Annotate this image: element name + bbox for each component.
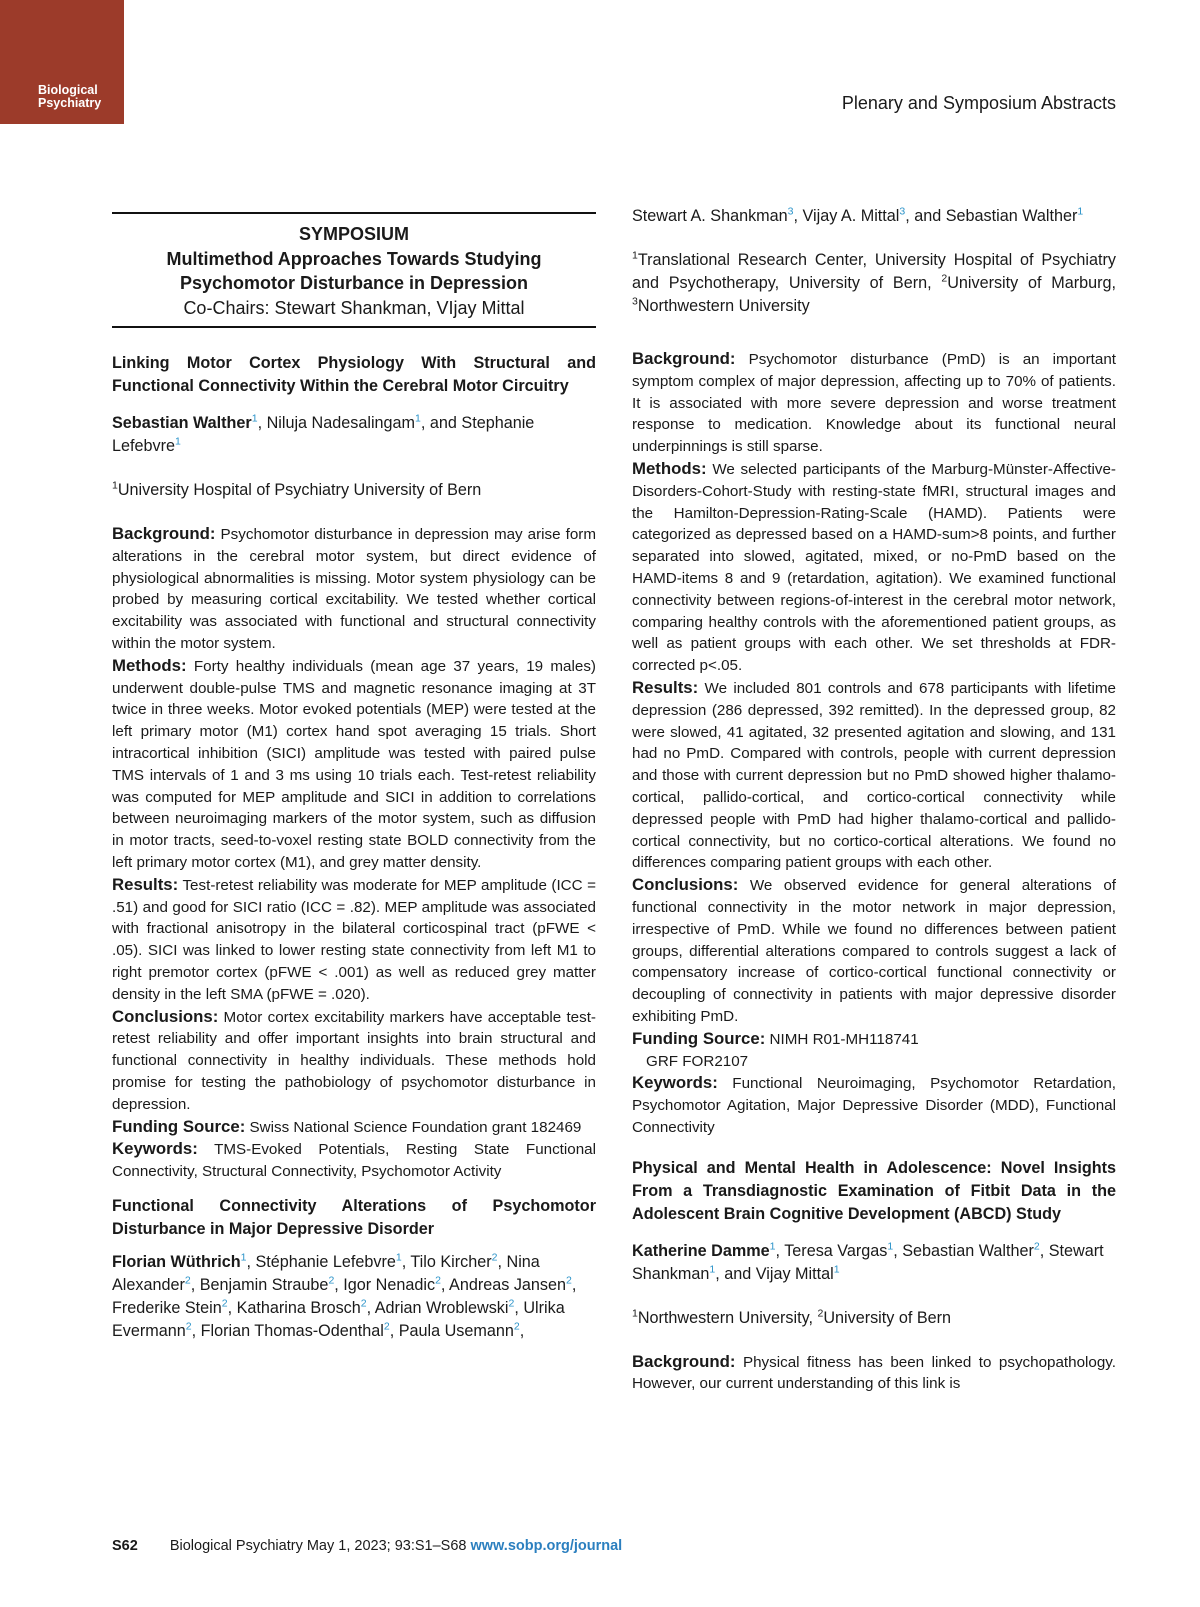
methods-label: Methods:: [112, 655, 187, 675]
author-separator: ,: [191, 1321, 201, 1340]
right-column: [632, 205, 1116, 1395]
author-separator: ,: [227, 1298, 237, 1317]
logo-line-2: Psychiatry: [38, 96, 102, 110]
background-label: Background:: [632, 349, 736, 368]
abstract2-title: Functional Connectivity Alterations of Psychomotor Disturbance in Major Depressive Disorder: [112, 1196, 596, 1238]
author-separator: ,: [366, 1298, 375, 1317]
symposium-header: [112, 212, 596, 328]
author-separator: ,: [246, 1252, 256, 1271]
author-separator: ,: [497, 1252, 507, 1271]
author-name: Vijay A. Mittal: [802, 207, 900, 225]
abstract2-funding-2: GRF FOR2107: [646, 1052, 749, 1070]
author-affiliation-marker: 2: [435, 1274, 441, 1287]
keywords-label: Keywords:: [632, 1073, 718, 1093]
abstract2-methods: [632, 458, 1116, 677]
abstract1-results: [112, 874, 596, 1006]
author-name: Florian Thomas-Odenthal: [200, 1321, 384, 1340]
author-affiliation-marker: 1: [415, 412, 421, 425]
funding-label: Funding Source:: [632, 1028, 766, 1048]
abstract1-affiliation: [112, 479, 596, 502]
methods-text: Forty healthy individuals (mean age 37 years, 19 males) underwent double-pulse TMS and magnetic resonance imaging at 3T twice in three weeks. Motor evoked potentials (MEP) were tested at the left primary motor (M1) cortex hand spot averaging 15 trials. Short intracortical inhibition (SICI) amplitude was tested with paired pulse TMS intervals of 1 and 3 ms using 10 trials each. Test-retest reliability was computed for MEP amplitude and SICI in addition to correlations between neuroimaging markers of the motor system, such as diffusion in motor tracts, seed-to-voxel resting state BOLD connectivity from the left primary motor cortex (M1), and grey matter density.: [112, 657, 596, 871]
abstract1-methods: [112, 655, 596, 874]
symposium-label: SYMPOSIUM: [298, 224, 409, 244]
author-name: Stéphanie Lefebvre: [255, 1252, 396, 1271]
author-name: Andreas Jansen: [449, 1275, 567, 1294]
journal-logo: [0, 0, 124, 124]
background-label: Background:: [112, 524, 216, 543]
author-separator: ,: [440, 1275, 450, 1294]
results-text: Test-retest reliability was moderate for MEP amplitude (ICC = .51) and good for SICI ratio (ICC = .82). MEP amplitude was associated with fractional anisotropy in the bilateral corticospinal tract (pFWE < .05). SICI was linked to lower resting state connectivity from left M1 to right premotor cortex (pFWE < .001) as well as reduced grey matter density in the left SMA (pFWE = .020).: [112, 876, 596, 1003]
author-affiliation-marker: 2: [508, 1297, 515, 1310]
author-name: Sebastian Walther: [902, 1241, 1034, 1260]
journal-logo-text: [38, 84, 101, 110]
author-separator: ,: [1039, 1241, 1049, 1260]
background-text: Psychomotor disturbance in depression may arise form alterations in the cerebral motor system, but direct evidence of physiological abnormalities is missing. Motor system physiology can be probed by measuring cortical excitability. We tested whether cortical excitability was associated with functional and structural connectivity within the motor system.: [112, 526, 596, 652]
author-name: Katherine Damme: [632, 1241, 770, 1260]
author-name: Sebastian Walther: [945, 207, 1078, 225]
left-column: [112, 205, 596, 1343]
author-affiliation-marker: 1: [709, 1263, 716, 1276]
background-text: Psychomotor disturbance (PmD) is an important symptom complex of major depression, affecting up to 70% of patients. It is associated with more severe depression and worse treatment response to medication. Knowledge about its functional neural underpinnings is still sparse.: [632, 351, 1116, 456]
author-affiliation-marker: 1: [240, 1251, 247, 1264]
abstract2-results: [632, 677, 1116, 874]
author-separator: ,: [571, 1275, 577, 1294]
author-affiliation-marker: 2: [328, 1274, 335, 1287]
author-affiliation-marker: 2: [360, 1297, 367, 1310]
abstract3-authors: [632, 1240, 1116, 1286]
author-separator: ,: [257, 414, 267, 432]
background-label: Background:: [632, 1351, 736, 1371]
abstract2-affiliations: [632, 249, 1116, 318]
funding-text: NIMH R01-MH118741: [769, 1030, 919, 1048]
running-head: Plenary and Symposium Abstracts: [841, 93, 1116, 113]
symposium-cochairs: Co-Chairs: Stewart Shankman, VIjay Mittal: [183, 297, 525, 318]
abstract3-title: Physical and Mental Health in Adolescence: Novel Insights From a Transdiagnostic Examination of Fitbit Data in the Adolescent Brain Cognitive Development (ABCD) Study: [632, 1158, 1116, 1223]
author-name: Niluja Nadesalingam: [266, 414, 416, 432]
author-affiliation-marker: 2: [184, 1274, 191, 1287]
author-affiliation-marker: 2: [1033, 1240, 1040, 1253]
background-text: Physical fitness has been linked to psychopathology. However, our current understanding of this link is: [632, 1353, 1116, 1393]
methods-label: Methods:: [632, 458, 707, 478]
author-separator: ,: [334, 1275, 344, 1294]
author-separator: ,: [519, 1321, 525, 1340]
keywords-text: TMS-Evoked Potentials, Resting State Functional Connectivity, Structural Connectivity, Psychomotor Activity: [112, 1141, 596, 1181]
symposium-title-line-1: Multimethod Approaches Towards Studying: [166, 248, 542, 269]
abstract2-authors-part1: [112, 1251, 596, 1343]
conclusions-label: Conclusions:: [112, 1006, 219, 1026]
author-separator: ,: [775, 1241, 785, 1260]
author-name: Teresa Vargas: [784, 1241, 888, 1260]
affiliation-marker-1: 1: [632, 249, 638, 262]
author-name: Stewart A. Shankman: [632, 207, 788, 225]
author-name: Tilo Kircher: [410, 1252, 492, 1271]
affiliation-text-1: Translational Research Center, University Hospital of Psychiatry and Psychotherapy, University of Bern,: [632, 251, 1116, 292]
abstract2-keywords: [632, 1072, 1116, 1138]
funding-text: Swiss National Science Foundation grant 182469: [249, 1118, 582, 1136]
author-affiliation-marker: 1: [395, 1251, 402, 1264]
affiliation-text-2: University of Marburg,: [947, 274, 1117, 292]
author-name: Sebastian Walther: [112, 414, 252, 432]
author-affiliation-marker: 2: [566, 1274, 572, 1287]
author-name: Ulrika Evermann: [112, 1298, 565, 1340]
footer-citation: Biological Psychiatry May 1, 2023; 93:S1–S68: [169, 1538, 467, 1554]
author-affiliation-marker: 1: [769, 1240, 776, 1253]
conclusions-label: Conclusions:: [632, 875, 739, 895]
results-label: Results:: [632, 677, 699, 697]
results-label: Results:: [112, 874, 179, 894]
funding-label: Funding Source:: [112, 1116, 246, 1136]
abstract2-background: [632, 348, 1116, 458]
author-name: Stephanie Lefebvre: [112, 414, 535, 455]
journal-link[interactable]: www.sobp.org/journal: [470, 1538, 623, 1554]
page-footer: [112, 1538, 622, 1554]
author-name: Adrian Wroblewski: [374, 1298, 509, 1317]
affiliation-marker-3: 3: [632, 295, 638, 308]
author-separator: ,: [514, 1298, 524, 1317]
author-separator: , and: [715, 1264, 756, 1283]
affiliation-text: University Hospital of Psychiatry University of Bern: [117, 481, 482, 499]
affiliation-marker-1: 1: [632, 1307, 638, 1320]
author-name: Florian Wüthrich: [112, 1252, 241, 1271]
symposium-title-line-2: Psychomotor Disturbance in Depression: [179, 273, 529, 293]
author-name: Katharina Brosch: [236, 1298, 361, 1317]
abstract1-conclusions: [112, 1006, 596, 1116]
abstract3-background: [632, 1351, 1116, 1396]
affiliation-marker: 1: [112, 479, 118, 492]
logo-line-1: Biological: [38, 83, 98, 97]
author-affiliation-marker: 3: [899, 205, 906, 218]
author-name: Paula Usemann: [398, 1321, 514, 1340]
author-affiliation-marker: 1: [1077, 205, 1084, 218]
keywords-text: Functional Neuroimaging, Psychomotor Retardation, Psychomotor Agitation, Major Depressive Disorder (MDD), Functional Connectivity: [632, 1075, 1116, 1136]
author-name: Stewart Shankman: [632, 1241, 1104, 1283]
abstract1-title: Linking Motor Cortex Physiology With Structural and Functional Connectivity Within the Cerebral Motor Circuitry: [112, 354, 596, 395]
author-separator: , and: [420, 414, 462, 432]
conclusions-text: Motor cortex excitability markers have acceptable test-retest reliability and offer important insights into brain structural and functional connectivity in healthy individuals. These methods hold promise for testing the pathobiology of psychomotor disturbance in depression.: [112, 1008, 596, 1113]
author-separator: ,: [389, 1321, 399, 1340]
affiliation-marker-2: 2: [817, 1307, 824, 1320]
author-name: Nina Alexander: [112, 1252, 540, 1294]
author-affiliation-marker: 1: [833, 1263, 840, 1276]
abstract1-funding: [112, 1116, 596, 1139]
results-text: We included 801 controls and 678 participants with lifetime depression (286 depressed, 392 remitted). In the depressed group, 82 were slowed, 41 agitated, 32 presented agitation and slowing, and 131 had no PmD. Compared with controls, people with current depression and those with current depression but no PmD showed higher thalamo-cortical, pallido-cortical, and cortico-cortical connectivity while depressed people with PmD had higher thalamo-cortical and pallido-cortical connectivity, but no cortico-cortical alterations. We found no differences comparing patient groups with each other.: [632, 679, 1116, 872]
affiliation-text-1: Northwestern University,: [637, 1308, 818, 1327]
author-separator: ,: [893, 1241, 903, 1260]
author-affiliation-marker: 1: [251, 412, 258, 425]
author-affiliation-marker: 1: [175, 435, 181, 448]
author-affiliation-marker: 2: [491, 1251, 498, 1264]
author-affiliation-marker: 2: [513, 1320, 520, 1333]
author-separator: , and: [905, 207, 946, 225]
abstract2-conclusions: [632, 874, 1116, 1028]
author-affiliation-marker: 1: [887, 1240, 894, 1253]
author-affiliation-marker: 2: [383, 1320, 390, 1333]
methods-text: We selected participants of the Marburg-Münster-Affective-Disorders-Cohort-Study with resting-state fMRI, structural images and the Hamilton-Depression-Rating-Scale (HAMD). Patients were categorized as depressed based on a HAMD-sum>8 points, and further separated into slowed, agitated, mixed, or no-PmD based on the HAMD-items 8 and 9 (retardation, agitation). We examined functional connectivity between regions-of-interest in the cerebral motor network, comparing healthy controls with the aforementioned patient groups, as well as patient groups with each other. We set thresholds at FDR-corrected p<.05.: [632, 460, 1116, 675]
abstract1-authors: [112, 412, 596, 458]
keywords-label: Keywords:: [112, 1139, 198, 1159]
author-affiliation-marker: 3: [787, 205, 794, 218]
author-name: Frederike Stein: [112, 1298, 222, 1317]
affiliation-marker-2: 2: [941, 272, 948, 285]
abstract1-background: [112, 523, 596, 655]
author-separator: ,: [793, 207, 803, 225]
author-separator: ,: [401, 1252, 411, 1271]
author-affiliation-marker: 2: [185, 1320, 192, 1333]
author-separator: ,: [190, 1275, 200, 1294]
page-number: S62: [112, 1538, 138, 1554]
author-name: Benjamin Straube: [199, 1275, 329, 1294]
abstract1-keywords: [112, 1138, 596, 1183]
affiliation-text-3: Northwestern University: [637, 297, 810, 315]
conclusions-text: We observed evidence for general alterations of functional connectivity in the motor network in major depression, irrespective of PmD. While we found no differences between patient groups, differential alterations compared to controls suggest a lack of compensatory increase of cortico-cortical functional connectivity or decoupling of connectivity in patients with major depressive disorder exhibiting PmD.: [632, 877, 1116, 1025]
abstract2-authors-part2: [632, 205, 1116, 228]
abstract2-funding: [632, 1028, 1116, 1051]
affiliation-text-2: University of Bern: [823, 1308, 952, 1327]
abstract3-affiliations: [632, 1307, 1116, 1330]
author-name: Vijay Mittal: [755, 1264, 834, 1283]
author-affiliation-marker: 2: [221, 1297, 228, 1310]
author-name: Igor Nenadic: [343, 1275, 436, 1294]
